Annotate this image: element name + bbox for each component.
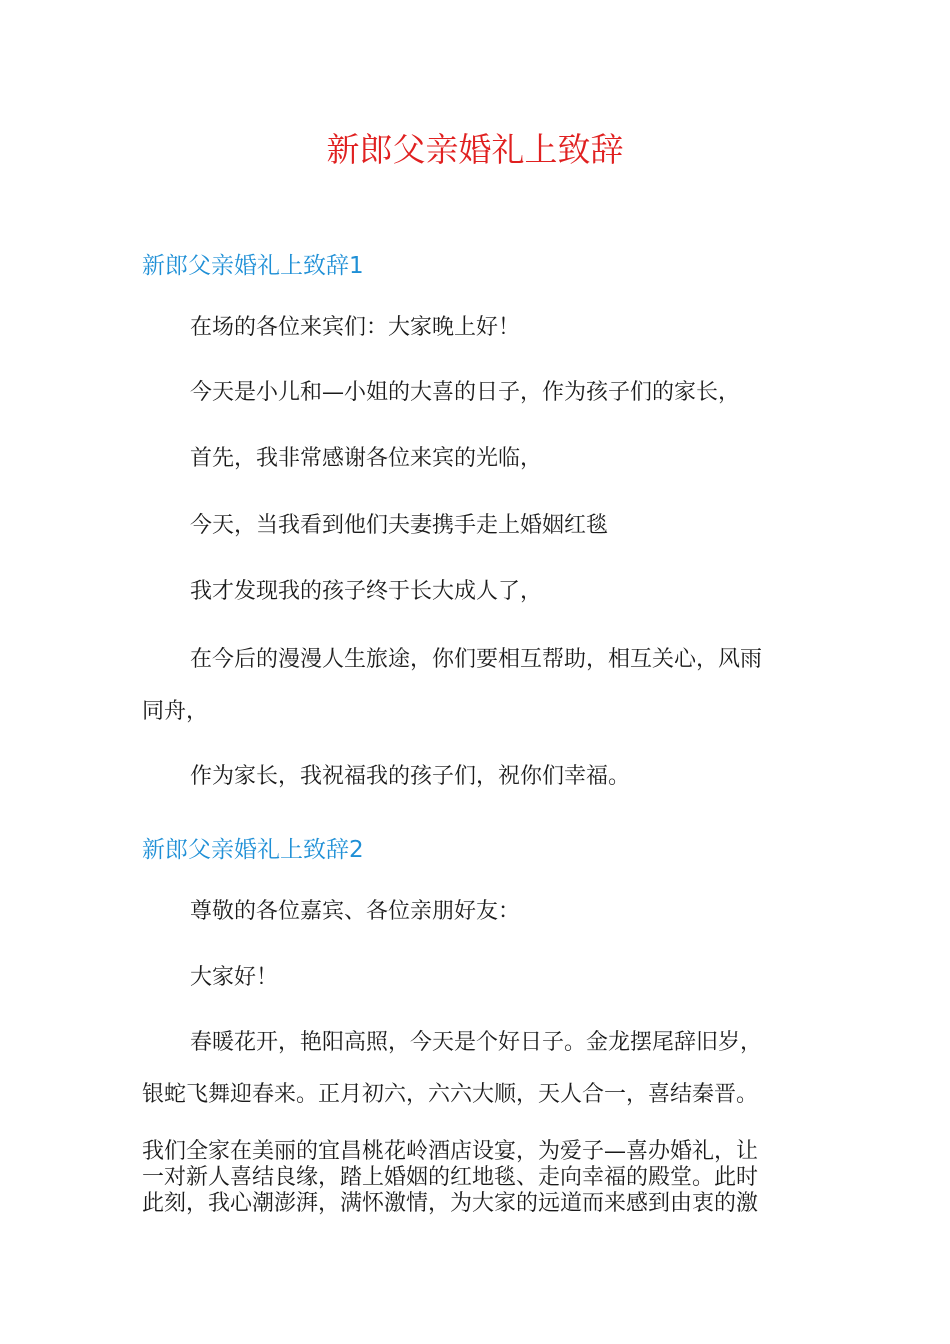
paragraph-line: 此刻，我心潮澎湃，满怀激情，为大家的远道而来感到由衷的激 [142,1191,759,1216]
paragraph: 尊敬的各位嘉宾、各位亲朋好友： [190,899,521,924]
paragraph: 大家好！ [190,965,279,990]
document-title: 新郎父亲婚礼上致辞 [326,130,624,169]
paragraph: 作为家长，我祝福我的孩子们，祝你们幸福。 [190,764,631,789]
paragraph: 同舟， [142,699,209,724]
paragraph: 我才发现我的孩子终于长大成人了， [190,579,543,604]
paragraph-line: 我们全家在美丽的宜昌桃花岭酒店设宴，为爱子—喜办婚礼，让 [142,1139,759,1164]
section-heading-1: 新郎父亲婚礼上致辞1 [142,253,364,279]
paragraph-block [142,1139,810,1217]
paragraph: 银蛇飞舞迎春来。正月初六，六六大顺，天人合一，喜结秦晋。 [142,1082,759,1107]
paragraph: 今天是小儿和—小姐的大喜的日子，作为孩子们的家长， [190,380,741,405]
paragraph: 在场的各位来宾们：大家晚上好！ [190,315,521,340]
section-heading-2: 新郎父亲婚礼上致辞2 [142,837,364,863]
paragraph: 今天，当我看到他们夫妻携手走上婚姻红毯 [190,513,609,538]
paragraph: 首先，我非常感谢各位来宾的光临， [190,446,543,471]
paragraph-line: 一对新人喜结良缘，踏上婚姻的红地毯、走向幸福的殿堂。此时 [142,1165,759,1190]
paragraph: 在今后的漫漫人生旅途，你们要相互帮助，相互关心，风雨 [190,647,763,672]
paragraph: 春暖花开，艳阳高照，今天是个好日子。金龙摆尾辞旧岁， [190,1030,763,1055]
